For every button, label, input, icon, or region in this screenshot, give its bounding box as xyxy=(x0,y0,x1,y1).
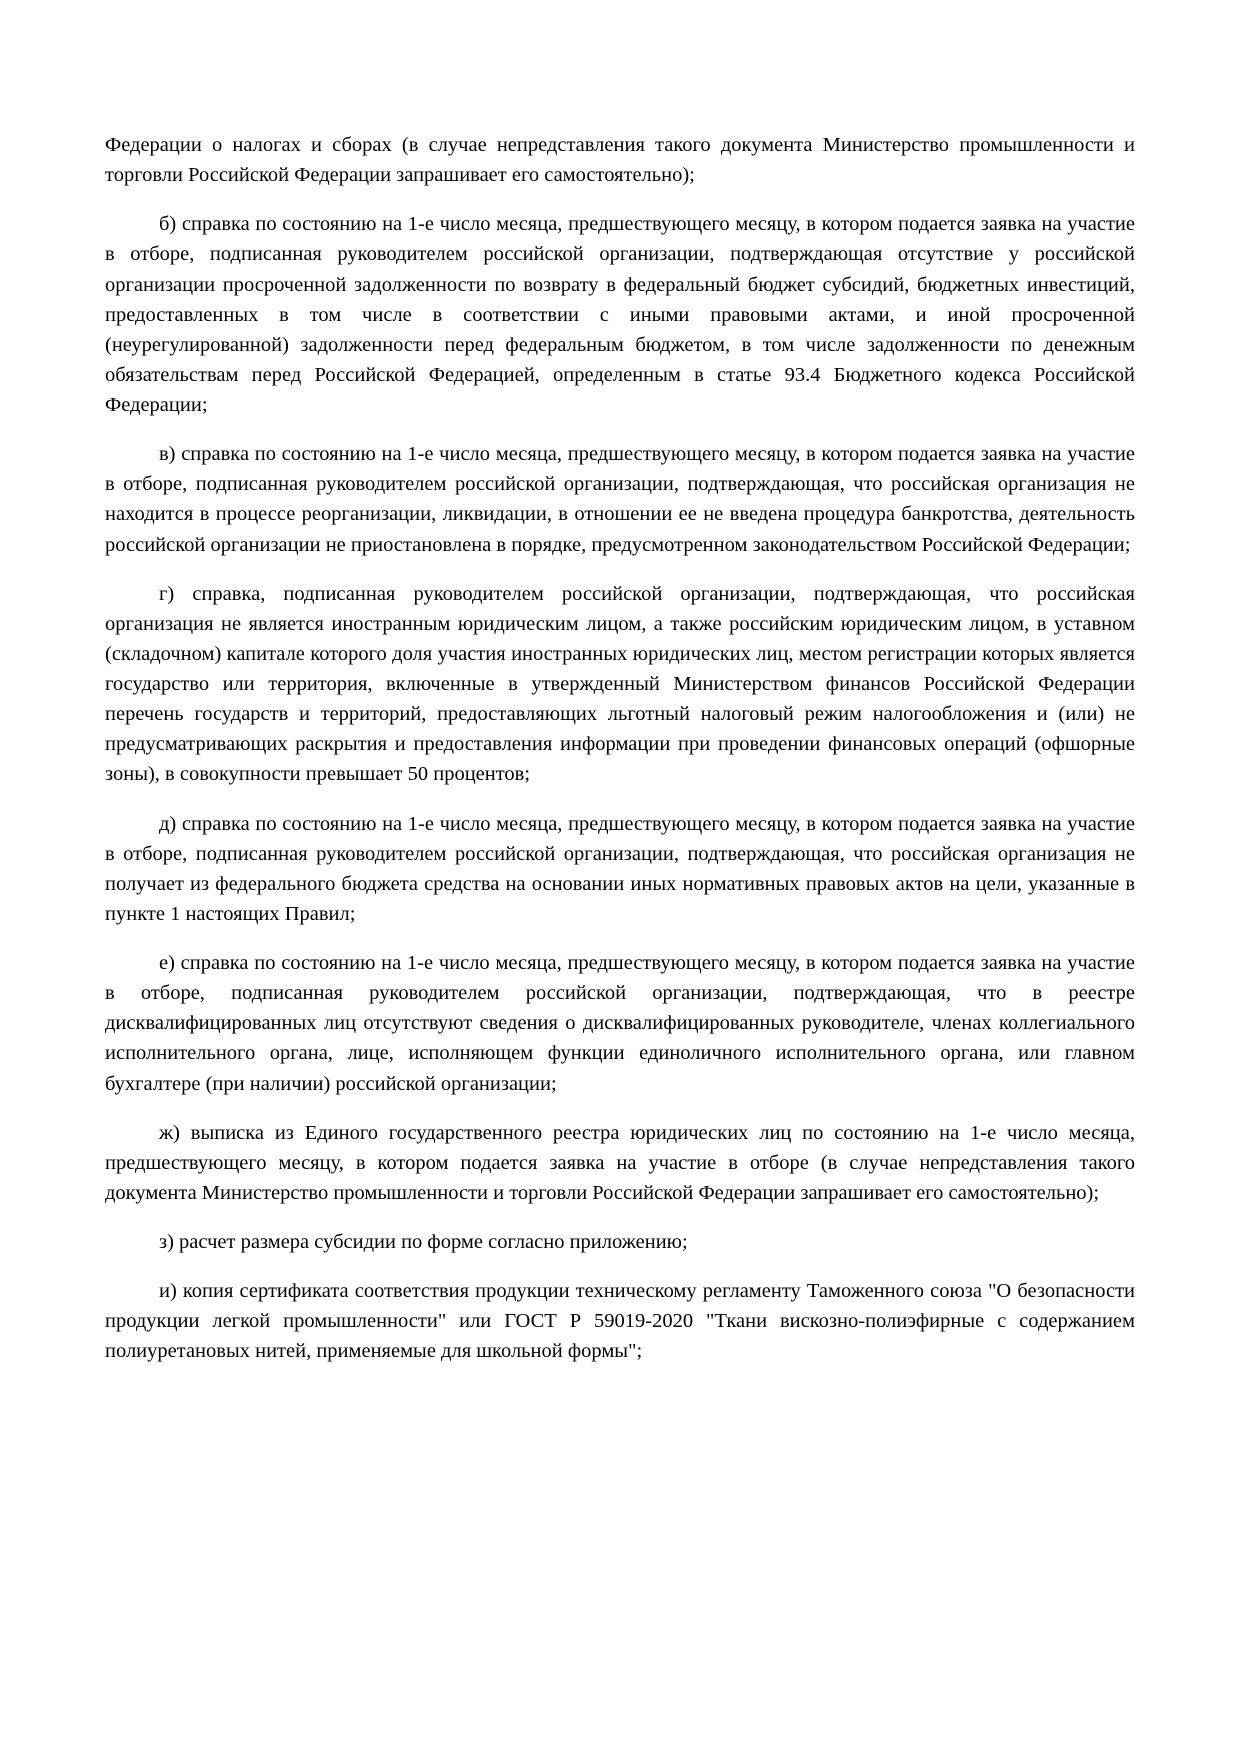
paragraph-continuation: Федерации о налогах и сборах (в случае непредставления такого документа Министерство промышленности и торговли Российской Федерации запрашивает его самостоятельно); xyxy=(105,134,1135,187)
document-body xyxy=(105,130,1135,1367)
paragraph-item-z: з) расчет размера субсидии по форме согласно приложению; xyxy=(159,1231,688,1253)
paragraph-item-b: б) справка по состоянию на 1-е число месяца, предшествующего месяцу, в котором подается заявка на участие в отборе, подписанная руководителем российской организации, подтверждающая отсутствие у российской организации просроченной задолженности по возврату в федеральный бюджет субсидий, бюджетных инвестиций, предоставленных в том числе в соответствии с иными правовыми актами, и иной просроченной (неурегулированной) задолженности перед федеральным бюджетом, в том числе задолженности по денежным обязательствам перед Российской Федерацией, определенным в статье 93.4 Бюджетного кодекса Российской Федерации; xyxy=(105,213,1135,416)
paragraph-item-zh: ж) выписка из Единого государственного реестра юридических лиц по состоянию на 1-е число месяца, предшествующего месяцу, в котором подается заявка на участие в отборе (в случае непредставления такого документа Министерство промышленности и торговли Российской Федерации запрашивает его самостоятельно); xyxy=(105,1121,1135,1204)
paragraph-item-d: д) справка по состоянию на 1-е число месяца, предшествующего месяцу, в котором подается заявка на участие в отборе, подписанная руководителем российской организации, подтверждающая, что российская организация не получает из федерального бюджета средства на основании иных нормативных правовых актов на цели, указанные в пункте 1 настоящих Правил; xyxy=(105,812,1135,925)
paragraph-item-i: и) копия сертификата соответствия продукции техническому регламенту Таможенного союза "О безопасности продукции легкой промышленности" или ГОСТ Р 59019-2020 "Ткани вискозно-полиэфирные с содержанием полиуретановых нитей, применяемые для школьной формы"; xyxy=(105,1280,1135,1363)
paragraph-item-e: е) справка по состоянию на 1-е число месяца, предшествующего месяцу, в котором подается заявка на участие в отборе, подписанная руководителем российской организации, подтверждающая, что в реестре дисквалифицированных лиц отсутствуют сведения о дисквалифицированных руководителе, членах коллегиального исполнительного органа, лице, исполняющем функции единоличного исполнительного органа, или главном бухгалтере (при наличии) российской организации; xyxy=(105,952,1135,1095)
paragraph-item-v: в) справка по состоянию на 1-е число месяца, предшествующего месяцу, в котором подается заявка на участие в отборе, подписанная руководителем российской организации, подтверждающая, что российская организация не находится в процессе реорганизации, ликвидации, в отношении ее не введена процедура банкротства, деятельность российской организации не приостановлена в порядке, предусмотренном законодательством Российской Федерации; xyxy=(105,443,1135,556)
paragraph-item-g: г) справка, подписанная руководителем российской организации, подтверждающая, что российская организация не является иностранным юридическим лицом, а также российским юридическим лицом, в уставном (складочном) капитале которого доля участия иностранных юридических лиц, местом регистрации которых является государство или территория, включенные в утвержденный Министерством финансов Российской Федерации перечень государств и территорий, предоставляющих льготный налоговый режим налогообложения и (или) не предусматривающих раскрытия и предоставления информации при проведении финансовых операций (офшорные зоны), в совокупности превышает 50 процентов; xyxy=(105,582,1135,786)
